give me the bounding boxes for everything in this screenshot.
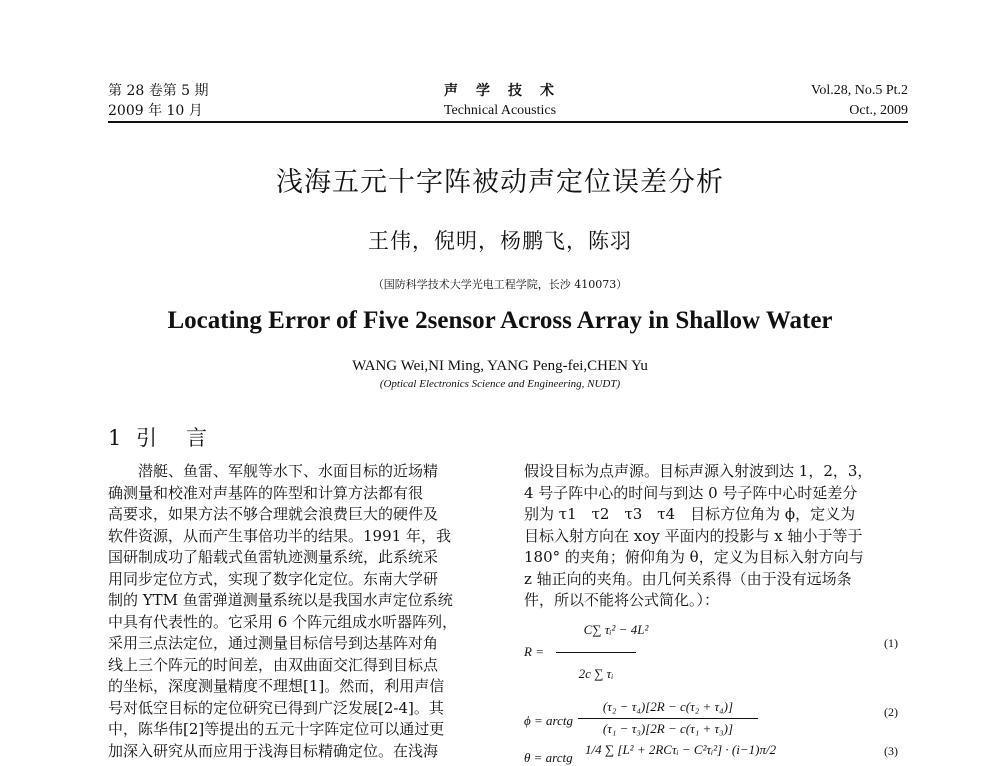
equation-1-fraction-bar <box>556 652 636 653</box>
text-line: z 轴正向的夹角。由几何关系得（由于没有远场条 <box>524 569 852 588</box>
text-line: 确测量和校准对声基阵的阵型和计算方法都有很 <box>108 483 424 502</box>
paper-title-en: Locating Error of Five 2sensor Across Array in Shallow Water <box>167 307 833 334</box>
authors-cn: 王伟，倪明，杨鹏飞，陈羽 <box>368 229 632 253</box>
equation-3-number: (3) <box>884 744 898 758</box>
text-line: 4 号子阵中心的时间与到达 0 号子阵中心时延差分 <box>524 483 858 502</box>
text-line: 件，所以不能将公式简化。）： <box>524 591 720 609</box>
text-line: 制的 YTM 鱼雷弹道测量系统以是我国水声定位系统 <box>108 591 453 609</box>
journal-date-cn: 2009 年 10 月 <box>108 103 203 119</box>
equation-3-body: 1/4 ∑ [L² + 2RCτᵢ − C²τᵢ²] · (i−1)π/2 <box>585 742 777 757</box>
authors-en: WANG Wei,NI Ming, YANG Peng-fei,CHEN Yu <box>352 358 648 374</box>
text-line: 软件资源，从而产生事倍功半的结果。1991 年，我 <box>108 526 451 545</box>
text-line: 假设目标为点声源。目标声源入射波到达 1，2，3， <box>524 462 873 480</box>
equation-1-denominator: 2c ∑ τᵢ <box>578 666 614 681</box>
equation-3-lhs: θ = arctg <box>524 750 573 765</box>
text-line: 加深入研究从而应用于浅海目标精确定位。在浅海 <box>108 741 439 760</box>
text-line: 潜艇、鱼雷、军舰等水下、水面目标的近场精 <box>108 462 439 480</box>
affiliation-en: (Optical Electronics Science and Engineering, NUDT) <box>379 378 621 390</box>
header-rule <box>108 121 908 123</box>
equation-2-fraction-bar <box>578 718 758 719</box>
text-line: 180° 的夹角；俯仰角为 θ，定义为目标入射方向与 <box>524 548 864 566</box>
equation-2-numerator: (τ₂ − τ₄)[2R − c(τ₂ + τ₄)] <box>602 699 734 714</box>
journal-volume-cn: 第 28 卷第 5 期 <box>108 83 209 99</box>
equation-1-number: (1) <box>884 636 898 650</box>
affiliation-cn: （国防科学技术大学光电工程学院，长沙 410073） <box>372 278 628 291</box>
right-column <box>524 461 908 612</box>
text-line: 号对低空目标的定位研究已得到广泛发展[2-4]。其 <box>108 698 444 717</box>
text-line: 中，陈华伟[2]等提出的五元十字阵定位可以通过更 <box>108 720 445 738</box>
paper-title-cn: 浅海五元十字阵被动声定位误差分析 <box>276 167 724 198</box>
text-line: 采用三点法定位，通过测量目标信号到达基阵对角 <box>108 634 439 652</box>
journal-volume-en: Vol.28, No.5 Pt.2 <box>811 83 908 98</box>
text-line: 别为 τ1 τ2 τ3 τ4 目标方位角为 ϕ，定义为 <box>524 505 856 523</box>
text-line: 目标入射方向在 xoy 平面内的投影与 x 轴小于等于 <box>524 526 863 545</box>
text-line: 线上三个阵元的时间差，由双曲面交汇得到目标点 <box>108 655 439 674</box>
journal-date-en: Oct., 2009 <box>849 103 908 118</box>
equation-1-numerator: C∑ τᵢ² − 4L² <box>583 622 649 637</box>
journal-name-cn: 声 学 技 术 <box>444 83 556 99</box>
equation-2-number: (2) <box>884 705 898 719</box>
section-heading-introduction: 1 引 言 <box>108 426 212 450</box>
equation-2-lhs: ϕ = arctg <box>524 713 573 728</box>
journal-name-en: Technical Acoustics <box>443 103 557 118</box>
text-line: 高要求，如果方法不够合理就会浪费巨大的硬件及 <box>108 505 439 523</box>
text-line: 的坐标，深度测量精度不理想[1]。然而，利用声信 <box>108 677 445 695</box>
equation-1-lhs: R = <box>524 644 544 659</box>
left-column <box>108 461 492 762</box>
text-line: 中具有代表性的。它采用 6 个阵元组成水听器阵列， <box>108 612 458 631</box>
text-line: 用同步定位方式，实现了数字化定位。东南大学研 <box>108 569 439 588</box>
text-line: 国研制成功了船载式鱼雷轨迹测量系统，此系统采 <box>108 548 439 566</box>
equation-2-denominator: (τ₁ − τ₃)[2R − c(τ₁ + τ₃)] <box>602 721 734 736</box>
